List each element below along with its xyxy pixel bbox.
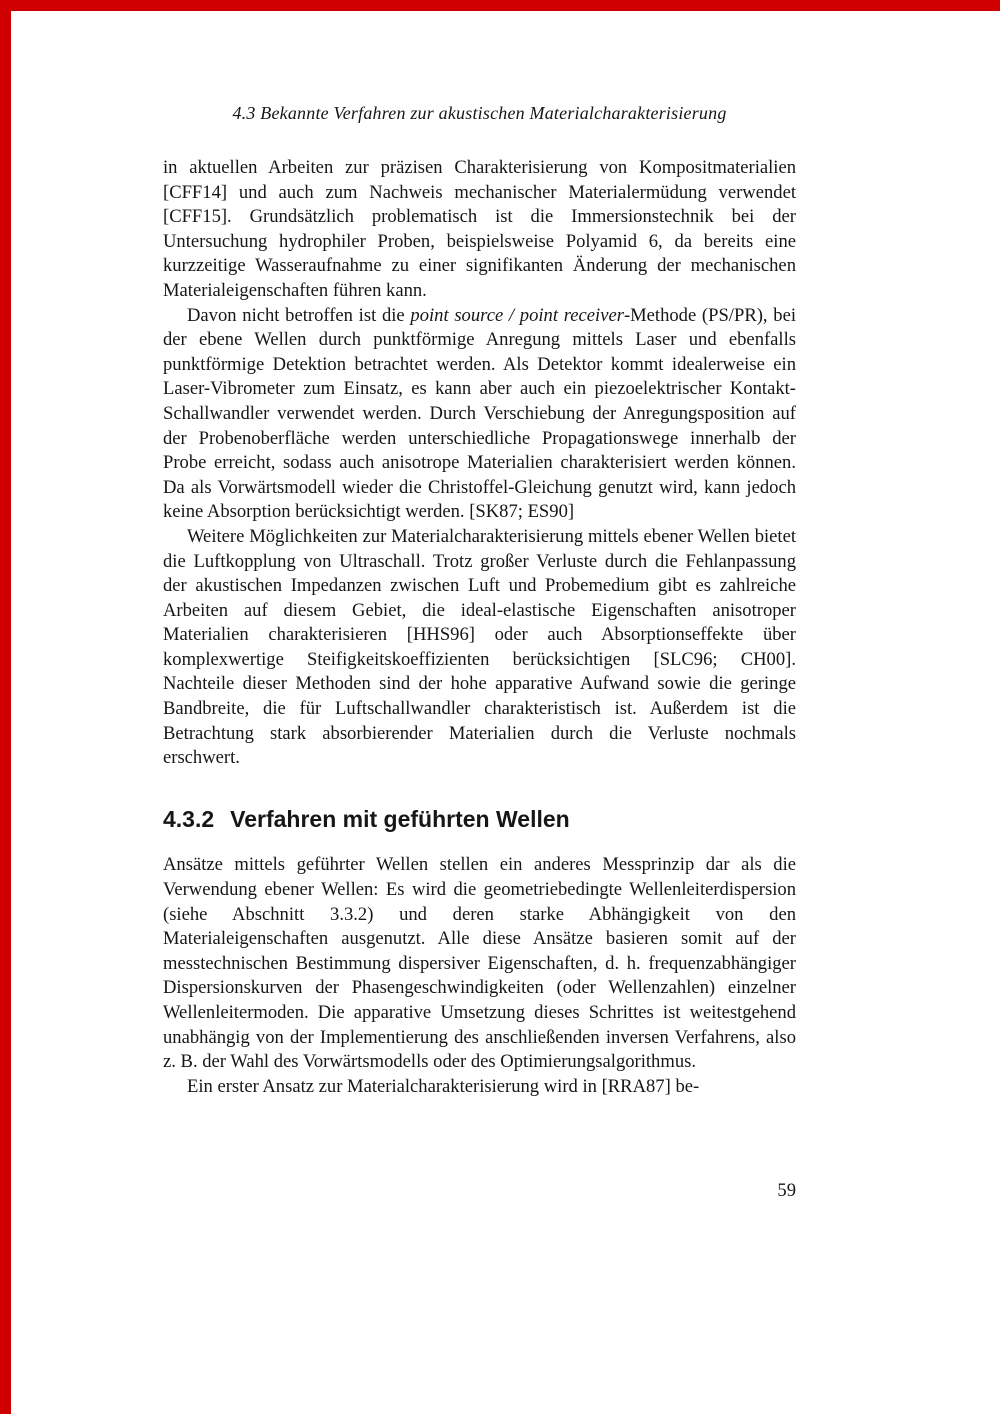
page-border-left bbox=[0, 0, 11, 1414]
paragraph-luftkopplung: Weitere Möglichkeiten zur Materialcharakterisierung mittels ebener Wellen bietet die Luftkopplung von Ultraschall. Trotz großer Verluste durch die Fehlanpassung der akustischen Impedanzen zwischen Luft und Probemedium gibt es zahlreiche Arbeiten auf diesem Gebiet, die ideal-elastische Eigenschaften anisotroper Materialien charakterisieren [HHS96] oder auch Absorptionseffekte über komplexwertige Steifigkeitskoeffizienten berücksichtigen [SLC96; CH00]. Nachteile dieser Methoden sind der hohe apparative Aufwand sowie die geringe Bandbreite, die für Luftschallwandler charakteristisch ist. Außerdem ist die Betrachtung stark absorbierender Materialien durch die Verluste nochmals erschwert. bbox=[163, 525, 796, 769]
page-body bbox=[163, 156, 796, 1099]
paragraph-gefuehrte-wellen: Ansätze mittels geführter Wellen stellen ein anderes Messprinzip dar als die Verwendung ebener Wellen: Es wird die geometriebedingte Wellenleiterdispersion (siehe Abschnitt 3.3.2) und deren starke Abhängigkeit von den Materialeigenschaften ausgenutzt. Alle diese Ansätze basieren somit auf der messtechnischen Bestimmung dispersiver Eigenschaften, d. h. frequenzabhängiger Dispersionskurven der Phasengeschwindigkeiten (oder Wellenzahlen) einzelner Wellenleitermoden. Die apparative Umsetzung dieses Schrittes ist weitestgehend unabhängig von der Implementierung des anschließenden inversen Verfahrens, also z. B. der Wahl des Vorwärtsmodells oder des Optimierungsalgorithmus. bbox=[163, 854, 796, 1073]
section-heading bbox=[163, 807, 796, 832]
paragraph-ps-pr-italic-term: point source / point receiver bbox=[410, 304, 624, 326]
paragraph-ps-pr-text-before: Davon nicht betroffen ist die bbox=[187, 304, 411, 326]
paragraph-ps-pr-text-after: -Methode (PS/PR), bei der ebene Wellen durch punktförmige Anregung mittels Laser und ebenfalls punktförmige Detektion betrachtet werden. Als Detektor kommt idealerweise ein Laser-Vibrometer zum Einsatz, es kann aber auch ein piezoelektrischer Kontakt-Schallwandler verwendet werden. Durch Verschiebung der Anregungsposition auf der Probenoberfläche werden unterschiedliche Propagationswege innerhalb der Probe erreicht, sodass auch anisotrope Materialien charakterisiert werden können. Da als Vorwärtsmodell wieder die Christoffel-Gleichung genutzt wird, kann jedoch keine Absorption berücksichtigt werden. [SK87; ES90] bbox=[163, 304, 796, 523]
page-number: 59 bbox=[777, 1180, 796, 1201]
paragraph-ps-pr-methode bbox=[163, 304, 796, 525]
page-border-top bbox=[0, 0, 1000, 11]
section-heading-number: 4.3.2 bbox=[163, 805, 215, 832]
section-heading-title: Verfahren mit geführten Wellen bbox=[230, 805, 570, 832]
paragraph-immersion-technik: in aktuellen Arbeiten zur präzisen Charakterisierung von Kompositmaterialien [CFF14] und auch zum Nachweis mechanischer Materialermüdung verwendet [CFF15]. Grundsätzlich problematisch ist die Immersionstechnik bei der Untersuchung hydrophiler Proben, beispielsweise Polyamid 6, da bereits eine kurzzeitige Wasseraufnahme zu einer signifikanten Änderung der mechanischen Materialeigenschaften führen kann. bbox=[163, 157, 796, 301]
paragraph-erster-ansatz: Ein erster Ansatz zur Materialcharakterisierung wird in [RRA87] be- bbox=[187, 1075, 700, 1097]
running-header: 4.3 Bekannte Verfahren zur akustischen Materialcharakterisierung bbox=[232, 103, 727, 123]
